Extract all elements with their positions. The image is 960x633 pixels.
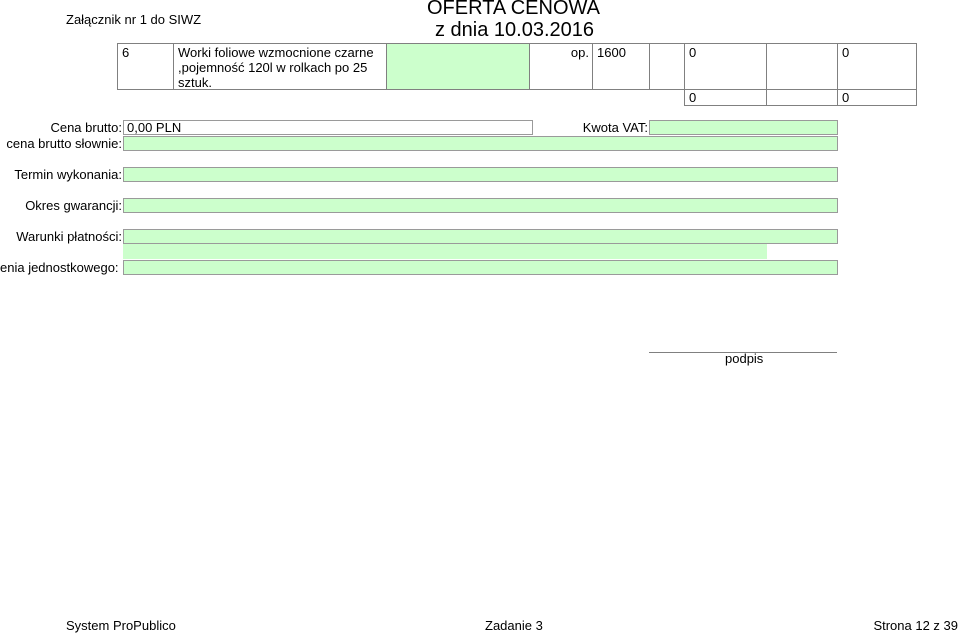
item-description: Worki foliowe wzmocnione czarne ,pojemność 120l w rolkach po 25 sztuk. [178,45,374,90]
payment-field[interactable] [123,229,838,244]
item-quantity-cell [592,43,650,90]
vat-label: Kwota VAT: [582,120,648,135]
item-gross-cell [837,43,917,90]
total-gross-cell [837,89,917,106]
words-field[interactable] [123,136,838,151]
item-unit: op. [570,45,589,60]
total-spacer-cell [766,89,838,106]
total-net-cell [684,89,767,106]
payment-field-overflow [123,244,767,259]
item-number-cell [117,43,174,90]
item-net-cell [684,43,767,90]
footer-page: Strona 12 z 39 [873,618,958,633]
vat-field[interactable] [649,120,838,135]
warranty-label: Okres gwarancji: [25,198,122,213]
item-spacer2-cell [766,43,838,90]
item-net-value: 0 [689,45,697,60]
item-description-cell [173,43,387,90]
item-price-field[interactable] [386,43,530,90]
payment-label: Warunki płatności: [16,229,122,244]
item-unit-cell [529,43,593,90]
signature-label: podpis [725,351,764,366]
document-date: z dnia 10.03.2016 [435,19,595,41]
term-label: Termin wykonania: [14,167,122,182]
price-field[interactable]: 0,00 PLN [123,120,533,135]
item-number: 6 [122,45,130,60]
item-quantity: 1600 [597,45,626,60]
footer-task: Zadanie 3 [485,618,543,633]
item-gross-value: 0 [842,45,850,60]
item-spacer-cell [649,43,685,90]
term-field[interactable] [123,167,838,182]
unit-order-field[interactable] [123,260,838,275]
total-gross-value: 0 [842,90,850,105]
price-label: Cena brutto: [50,120,122,135]
words-label: cena brutto słownie: [6,136,122,151]
document-title: OFERTA CENOWA [427,0,600,19]
total-net-value: 0 [689,90,697,105]
footer-system: System ProPublico [66,618,176,633]
attachment-label: Załącznik nr 1 do SIWZ [66,12,202,27]
warranty-field[interactable] [123,198,838,213]
unit-order-label: enia jednostkowego: [0,260,119,275]
